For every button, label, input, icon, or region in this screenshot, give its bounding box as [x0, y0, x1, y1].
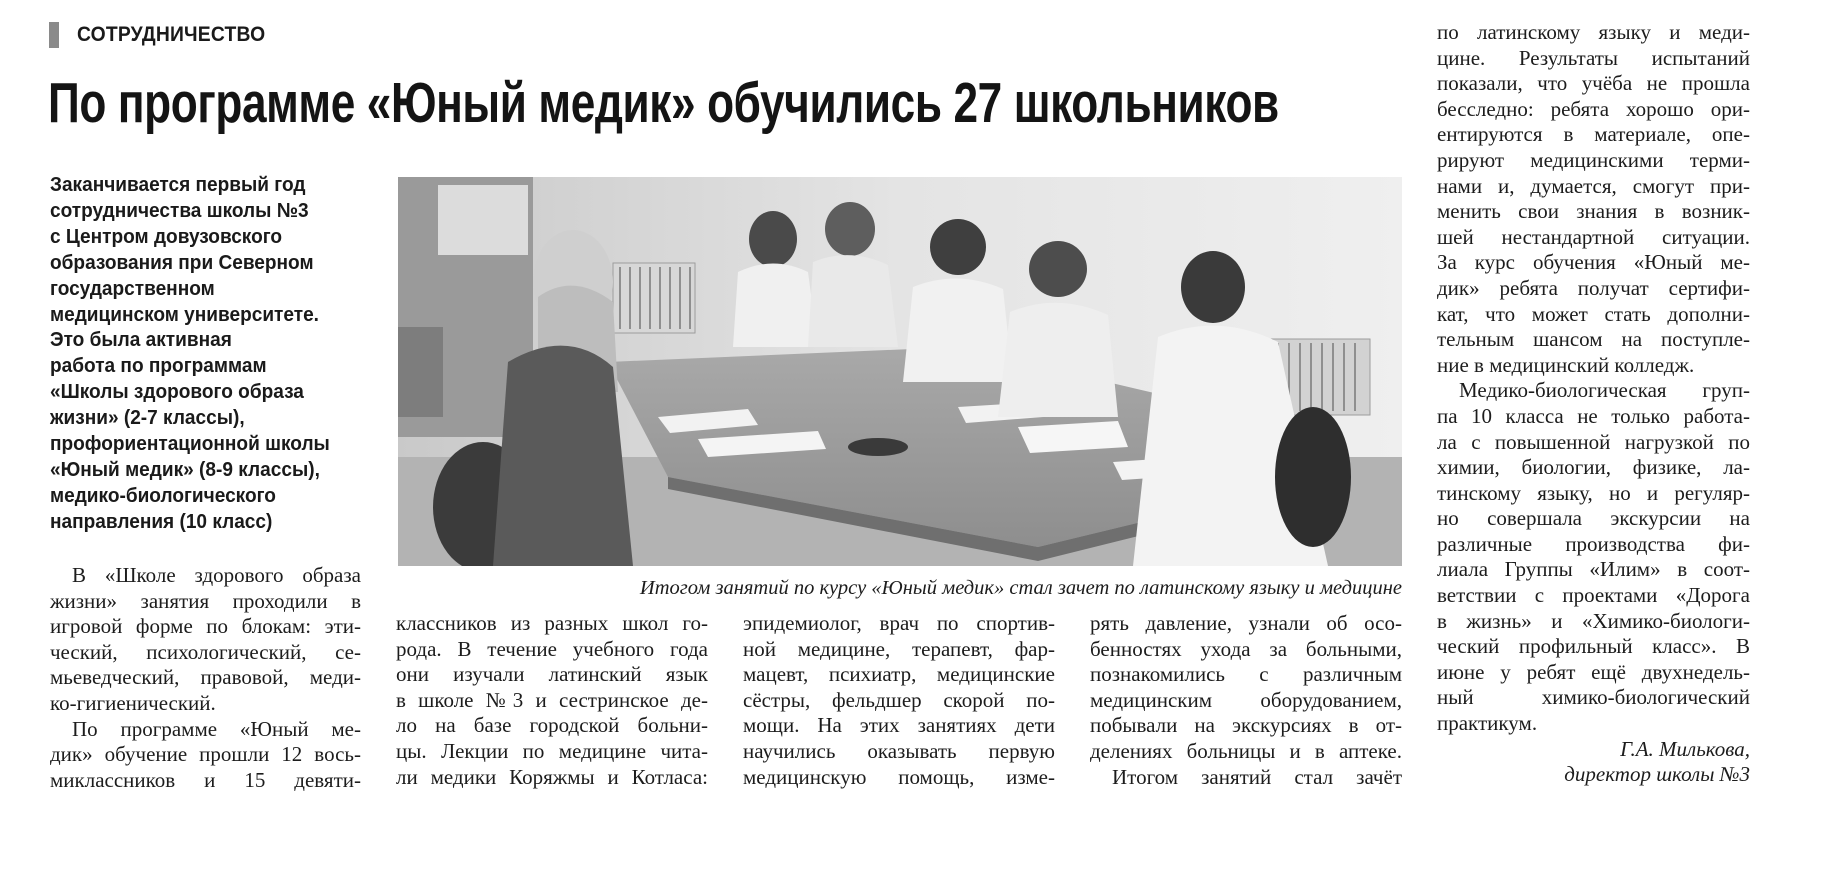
paragraph-line: ние в медицинский колледж.: [1437, 352, 1695, 377]
paragraph-line: сёстры, фельдшер скорой по-: [743, 687, 1055, 712]
paragraph-line: мьеведческий, правовой, меди-: [50, 665, 361, 690]
article-column-5: [1437, 20, 1750, 788]
paragraph-line: рода. В течение учебного года: [396, 636, 708, 661]
photo-caption: Итогом занятий по курсу «Юный медик» стал зачет по латинскому языку и медицине: [639, 577, 1402, 599]
paragraph-line: медицинскую помощь, изме-: [743, 764, 1055, 789]
article-photo: [398, 177, 1402, 566]
paragraph-line: ный химико-биологический: [1437, 685, 1750, 710]
paragraph-line: ной медицине, терапевт, фар-: [743, 636, 1055, 661]
lead-line: образования при Северном: [50, 250, 314, 274]
article-headline: По программе «Юный медик» обучились 27 школьников: [48, 71, 1279, 135]
paragraph-line: бенностях ухода за больными,: [1090, 636, 1402, 661]
paragraph-line: в школе №3 и сестринское де-: [396, 687, 708, 712]
paragraph-line: нами и, думается, смогут при-: [1437, 173, 1750, 198]
paragraph-line: классников из разных школ го-: [396, 611, 708, 635]
paragraph-line: менить свои знания в возник-: [1437, 199, 1750, 224]
paragraph-line: побывали на экскурсиях в от-: [1090, 713, 1402, 738]
paragraph-line: ческий профильный класс». В: [1437, 634, 1750, 659]
paragraph-line: игровой форме по блокам: эти-: [50, 614, 361, 639]
paragraph-line: в жизнь» и «Химико-биологи-: [1437, 608, 1750, 633]
paragraph-line: ентируются в материале, опе-: [1437, 122, 1750, 147]
article-column-3: [743, 611, 1055, 790]
paragraph-line: В «Школе здорового образа: [72, 563, 361, 587]
lead-line: сотрудничества школы №3: [50, 198, 309, 222]
paragraph-line: ко-гигиенический.: [50, 690, 216, 715]
paragraph-line: ческий, психологический, се-: [50, 639, 361, 664]
paragraph-line: цине. Результаты испытаний: [1437, 45, 1750, 70]
author-signature: Г.А. Милькова,: [1620, 736, 1750, 761]
lead-line: Заканчивается первый год: [50, 173, 306, 196]
lead-line: с Центром довузовского: [50, 224, 283, 248]
paragraph-line: мощи. На этих занятиях дети: [743, 713, 1055, 738]
paragraph-line: познакомились с различным: [1090, 662, 1402, 687]
article-column-4: [1090, 611, 1402, 790]
lead-line: Это была активная: [50, 328, 232, 352]
lead-line: работа по программам: [50, 354, 267, 378]
lead-line: государственном: [50, 276, 215, 300]
paragraph-line: научились оказывать первую: [743, 738, 1055, 763]
paragraph-line: цы. Лекции по медицине чита-: [396, 738, 708, 763]
paragraph-line: лиала Группы «Илим» в соот-: [1437, 557, 1750, 582]
paragraph-line: различные производства фи-: [1437, 531, 1750, 556]
paragraph-line: ли медики Коряжмы и Котласа:: [396, 764, 708, 789]
paragraph-line: они изучали латинский язык: [396, 662, 708, 687]
article-column-1: [50, 563, 361, 793]
lead-line: профориентационной школы: [50, 432, 330, 456]
lead-line: медицинском университете.: [50, 302, 319, 326]
paragraph-line: но совершала экскурсии на: [1437, 506, 1750, 531]
lead-line: «Школы здорового образа: [50, 380, 304, 404]
paragraph-line: химии, биологии, физике, ла-: [1437, 455, 1750, 480]
paragraph-line: тинскому языку, но и регуляр-: [1437, 480, 1750, 505]
lead-line: направления (10 класс): [50, 509, 273, 533]
paragraph-line: медицинским оборудованием,: [1090, 687, 1402, 712]
lead-line: медико-биологического: [50, 483, 276, 507]
paragraph-line: кат, что может стать дополни-: [1437, 301, 1750, 326]
paragraph-line: рируют медицинскими терми-: [1437, 147, 1750, 172]
paragraph-line: показали, что учёба не прошла: [1437, 71, 1750, 96]
paragraph-line: па 10 класса не только работа-: [1437, 403, 1750, 428]
paragraph-line: ветствии с проектами «Дорога: [1437, 583, 1750, 608]
article-lead: [50, 172, 386, 535]
paragraph-line: дик» ребята получат сертифи-: [1437, 275, 1750, 300]
rubric-label: СОТРУДНИЧЕСТВО: [77, 23, 266, 46]
paragraph-line: дик» обучение прошли 12 вось-: [50, 742, 361, 767]
paragraph-line: жизни» занятия проходили в: [50, 588, 361, 613]
paragraph-line: делениях больницы и в аптеке.: [1090, 738, 1402, 763]
paragraph-line: мацевт, психиатр, медицинские: [743, 662, 1055, 687]
paragraph-line: практикум.: [1437, 711, 1538, 736]
paragraph-line: ло на базе городской больни-: [396, 713, 708, 738]
paragraph-line: эпидемиолог, врач по спортив-: [743, 611, 1055, 635]
paragraph-line: июне у ребят ещё двухнедель-: [1437, 659, 1750, 684]
rubric-marker: [49, 22, 59, 48]
paragraph-line: За курс обучения «Юный ме-: [1437, 250, 1750, 275]
paragraph-line: По программе «Юный ме-: [72, 716, 361, 741]
paragraph-line: Медико-биологическая груп-: [1459, 378, 1750, 403]
paragraph-line: Итогом занятий стал зачёт: [1112, 764, 1402, 789]
lead-line: «Юный медик» (8-9 классы),: [50, 457, 320, 481]
lead-line: жизни» (2-7 классы),: [50, 406, 245, 430]
paragraph-line: по латинскому языку и меди-: [1437, 20, 1750, 44]
article-column-2: [396, 611, 708, 790]
paragraph-line: тельным шансом на поступле-: [1437, 327, 1750, 352]
paragraph-line: ла с повышенной нагрузкой по: [1437, 429, 1750, 454]
paragraph-line: миклассников и 15 девяти-: [50, 767, 361, 792]
paragraph-line: бесследно: ребята хорошо ори-: [1437, 96, 1750, 121]
paragraph-line: шей нестандартной ситуации.: [1437, 224, 1750, 249]
paragraph-line: рять давление, узнали об осо-: [1090, 611, 1402, 635]
author-position: директор школы №3: [1564, 762, 1750, 787]
